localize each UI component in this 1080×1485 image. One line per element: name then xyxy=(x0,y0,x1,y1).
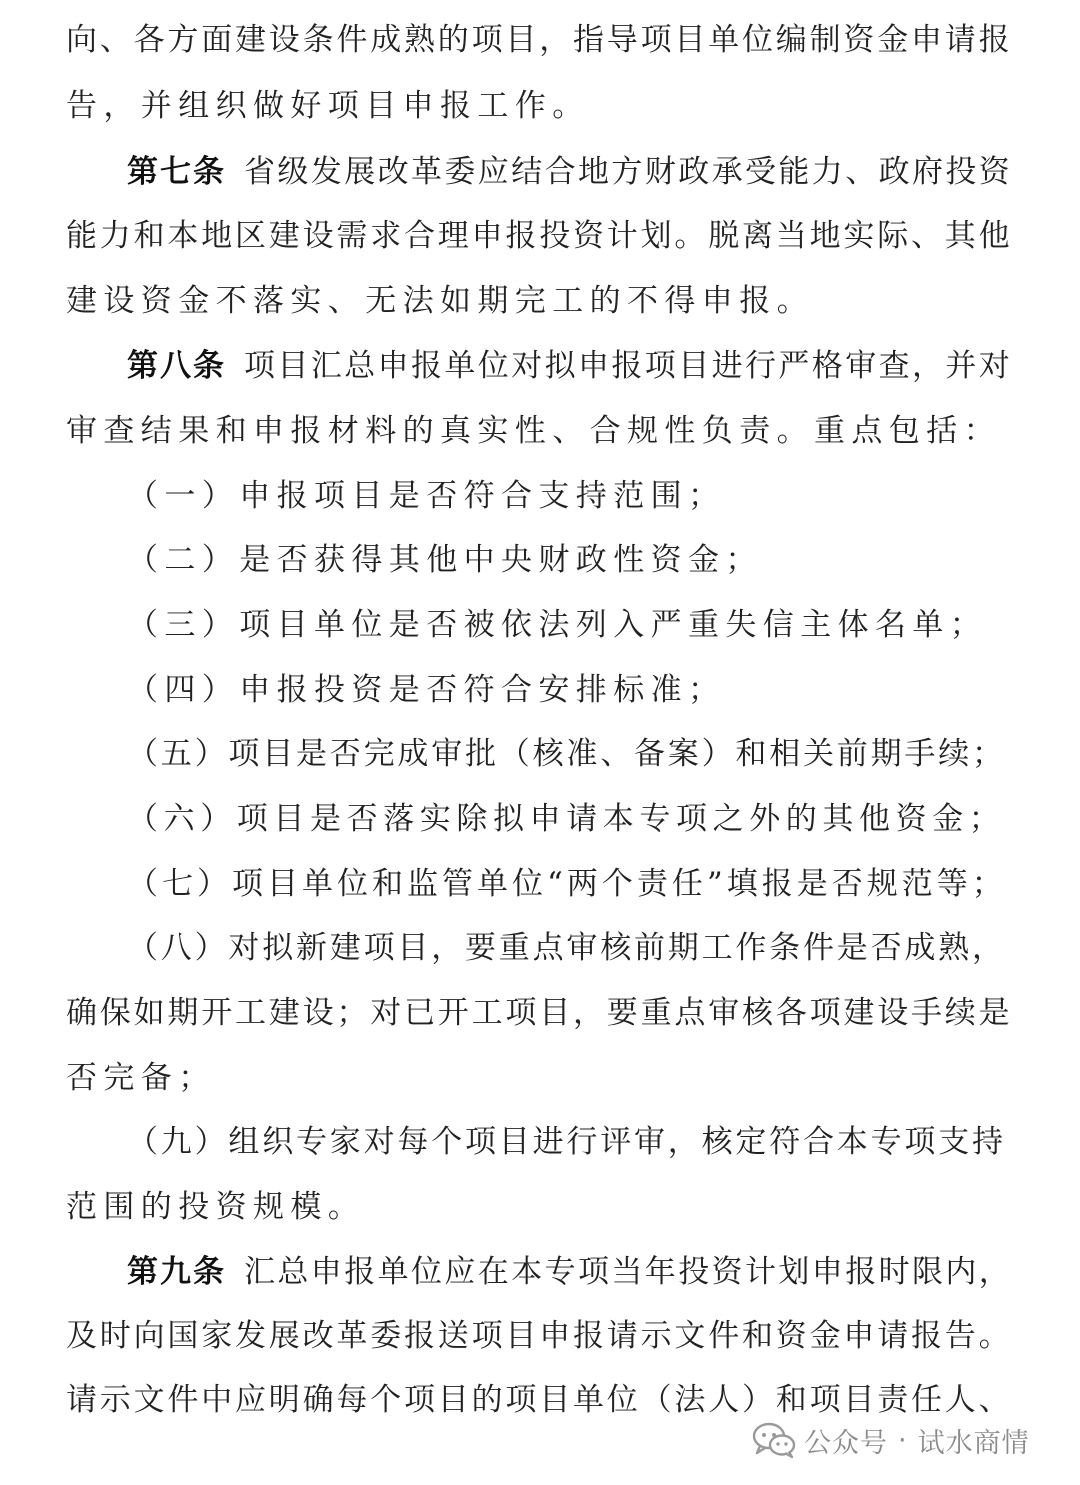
text-line: 否完备； xyxy=(66,1060,216,1096)
text-line: 建设资金不落实、无法如期完工的不得申报。 xyxy=(66,283,814,319)
list-item: （三）项目单位是否被依法列入严重失信主体名单； xyxy=(127,607,988,643)
list-item: （六）项目是否落实除拟申请本专项之外的其他资金； xyxy=(127,801,1006,837)
wechat-icon xyxy=(752,1421,796,1459)
watermark-separator: · xyxy=(898,1424,908,1456)
article-9-line: 第九条 汇总申报单位应在本专项当年投资计划申报时限内， xyxy=(127,1254,1013,1290)
text-line: 告，并组织做好项目申报工作。 xyxy=(66,88,590,124)
text-line: 确保如期开工建设；对已开工项目，要重点审核各项建设手续是 xyxy=(66,995,1013,1031)
text-line: 范围的投资规模。 xyxy=(66,1189,366,1225)
list-item: （九）组织专家对每个项目进行评审，核定符合本专项支持 xyxy=(127,1124,1006,1160)
article-7-line: 第七条 省级发展改革委应结合地方财政承受能力、政府投资 xyxy=(127,154,1013,190)
article-8-line: 第八条 项目汇总申报单位对拟申报项目进行严格审查，并对 xyxy=(127,348,1013,384)
watermark-platform: 公众号 xyxy=(804,1427,888,1459)
list-item: （八）对拟新建项目，要重点审核前期工作条件是否成熟， xyxy=(127,930,1006,966)
article-heading: 第九条 xyxy=(127,1254,226,1290)
list-item: （二）是否获得其他中央财政性资金； xyxy=(127,542,763,578)
text-line: 审查结果和申报材料的真实性、合规性负责。重点包括： xyxy=(66,413,1001,449)
watermark-account: 试水商情 xyxy=(917,1427,1030,1459)
article-heading: 第八条 xyxy=(127,348,226,384)
text-line: 及时向国家发展改革委报送项目申报请示文件和资金申请报告。 xyxy=(66,1318,1013,1354)
text-line: 能力和本地区建设需求合理申报投资计划。脱离当地实际、其他 xyxy=(66,218,1013,254)
article-heading: 第七条 xyxy=(127,154,226,190)
list-item: （一）申报项目是否符合支持范围； xyxy=(127,478,726,514)
list-item: （五）项目是否完成审批（核准、备案）和相关前期手续； xyxy=(127,736,1006,772)
list-item: （四）申报投资是否符合安排标准； xyxy=(127,672,726,708)
text-line: 向、各方面建设条件成熟的项目，指导项目单位编制资金申请报 xyxy=(66,22,1013,58)
text-line: 请示文件中应明确每个项目的项目单位（法人）和项目责任人、 xyxy=(66,1382,1013,1418)
list-item: （七）项目单位和监管单位“两个责任”填报是否规范等； xyxy=(127,866,1007,902)
wechat-watermark xyxy=(752,1418,1030,1462)
